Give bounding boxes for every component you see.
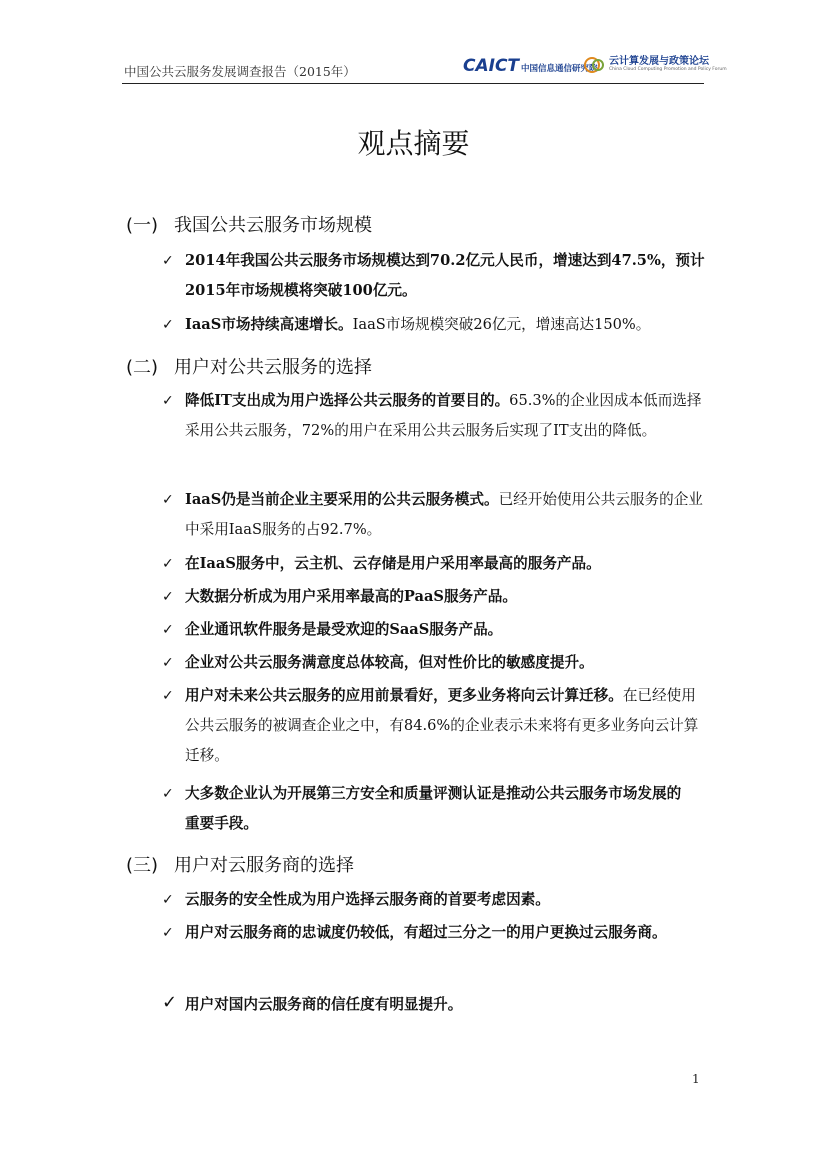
item-bold-text: 大数据分析成为用户采用率最高的PaaS服务产品。	[185, 588, 517, 605]
item-bold-text: 企业对公共云服务满意度总体较高，但对性价比的敏感度提升。	[185, 654, 594, 671]
checkmark-icon: ✓	[162, 556, 174, 572]
section-heading-1	[126, 211, 372, 237]
list-item	[162, 310, 725, 340]
list-item	[162, 779, 690, 839]
checkmark-icon: ✓	[162, 589, 174, 605]
item-bold-text: IaaS仍是当前企业主要采用的公共云服务模式。	[185, 491, 499, 508]
item-bold-text: 大多数企业认为开展第三方安全和质量评测认证是推动公共云服务市场发展的重要手段。	[185, 785, 682, 832]
header-divider	[122, 83, 704, 84]
section-number: (三)	[126, 855, 159, 876]
item-bold-text: IaaS市场持续高速增长。	[185, 316, 353, 333]
list-item	[162, 918, 705, 948]
item-bold-text: 降低IT支出成为用户选择公共云服务的首要目的。	[185, 392, 510, 409]
section-number: (二)	[126, 357, 159, 378]
checkmark-icon: ✓	[162, 492, 174, 508]
section-heading-3	[126, 851, 354, 877]
item-bold-text: 2014年我国公共云服务市场规模达到70.2亿元人民币，增速达到47.5%，预计2015年市场规模将突破100亿元。	[185, 252, 705, 299]
section-title: 用户对公共云服务的选择	[174, 357, 372, 378]
list-item	[162, 549, 705, 579]
cloud-forum-logo	[584, 56, 727, 74]
section-number: (一)	[126, 215, 159, 236]
item-bold-text: 用户对未来公共云服务的应用前景看好，更多业务将向云计算迁移。	[185, 687, 623, 704]
item-bold-text: 云服务的安全性成为用户选择云服务商的首要考虑因素。	[185, 891, 550, 908]
cloud-forum-logo-en: China Cloud Computing Promotion and Policy Forum	[609, 66, 727, 72]
checkmark-icon: ✓	[162, 892, 174, 908]
item-text: IaaS市场规模突破26亿元，增速高达150%。	[352, 316, 651, 333]
section-title: 用户对云服务商的选择	[174, 855, 354, 876]
page-title: 观点摘要	[357, 127, 470, 160]
item-text: 在已经使用公共云服务的被调查企业之中，有84.6%的企业表示未来将有更多业务向云计算迁移。	[185, 687, 699, 764]
section-heading-2	[126, 353, 372, 379]
list-item	[162, 246, 705, 306]
item-bold-text: 在IaaS服务中，云主机、云存储是用户采用率最高的服务产品。	[185, 555, 601, 572]
list-item	[162, 582, 705, 612]
list-item	[162, 648, 705, 678]
list-item	[162, 485, 705, 545]
checkmark-icon: ✓	[162, 253, 174, 269]
caict-logo	[463, 56, 598, 76]
checkmark-icon: ✓	[162, 992, 178, 1013]
cloud-forum-logo-cn: 云计算发展与政策论坛	[609, 56, 709, 68]
caict-logo-word: CAICT	[463, 56, 520, 76]
checkmark-icon: ✓	[162, 317, 174, 333]
report-title: 中国公共云服务发展调查报告（2015年）	[124, 64, 356, 79]
list-item	[162, 885, 705, 915]
section-title: 我国公共云服务市场规模	[174, 215, 372, 236]
list-item	[162, 990, 705, 1020]
checkmark-icon: ✓	[162, 655, 174, 671]
item-bold-text: 用户对云服务商的忠诚度仍较低，有超过三分之一的用户更换过云服务商。	[185, 924, 667, 941]
item-bold-text: 企业通讯软件服务是最受欢迎的SaaS服务产品。	[185, 621, 503, 638]
item-bold-text: 用户对国内云服务商的信任度有明显提升。	[185, 996, 463, 1013]
item-text: 65.3%的企业因成本低而选择采用公共云服务，72%的用户在采用公共云服务后实现了IT支出的降低。	[185, 392, 702, 439]
caict-logo-cn: 中国信息通信研究院	[521, 64, 598, 74]
checkmark-icon: ✓	[162, 925, 174, 941]
item-text: 已经开始使用公共云服务的企业中采用IaaS服务的占92.7%。	[185, 491, 703, 538]
checkmark-icon: ✓	[162, 622, 174, 638]
checkmark-icon: ✓	[162, 393, 174, 409]
checkmark-icon: ✓	[162, 786, 174, 802]
cloud-forum-emblem-icon	[584, 56, 606, 74]
checkmark-icon: ✓	[162, 688, 174, 704]
list-item	[162, 681, 705, 771]
page-number: 1	[692, 1072, 700, 1086]
list-item	[162, 386, 705, 446]
list-item	[162, 615, 705, 645]
